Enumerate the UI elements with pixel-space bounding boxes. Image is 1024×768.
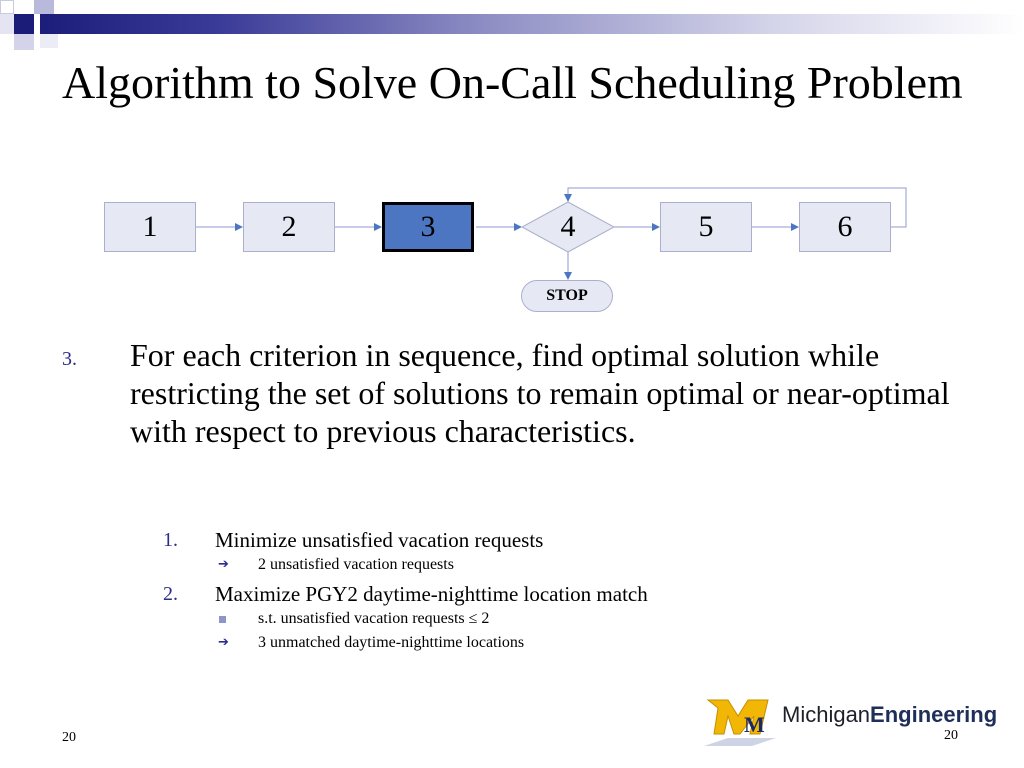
logo-word-bold: Engineering — [870, 702, 998, 727]
block-m-icon — [698, 688, 782, 752]
slide-title: Algorithm to Solve On-Call Scheduling Problem — [62, 57, 963, 108]
arrow-bullet-icon: ➔ — [218, 635, 229, 650]
flow-step-1: 1 — [104, 202, 196, 252]
flow-step-5: 5 — [660, 202, 752, 252]
stop-terminal: STOP — [521, 280, 613, 312]
michigan-engineering-logo — [698, 688, 1024, 752]
sublist-number-2: 2. — [163, 583, 178, 605]
sublist-text-1: Minimize unsatisfied vacation requests — [215, 528, 544, 552]
detail-text-2-2: 3 unmatched daytime-nighttime locations — [258, 634, 525, 651]
logo-mark-letter: M — [744, 712, 765, 737]
flow-step-2: 2 — [243, 202, 335, 252]
flow-step-4-label: 4 — [560, 210, 576, 243]
flow-diagram — [0, 0, 1024, 330]
flow-step-6: 6 — [799, 202, 891, 252]
logo-wordmark — [782, 702, 997, 728]
flow-step-3-active: 3 — [382, 202, 474, 252]
page-number-right: 20 — [944, 728, 958, 743]
sublist-text-2: Maximize PGY2 daytime-nighttime location match — [215, 582, 648, 606]
sublist-number-1: 1. — [163, 529, 178, 551]
page-number-left: 20 — [62, 730, 76, 745]
flow-connectors — [0, 0, 1024, 330]
logo-word-regular: Michigan — [782, 702, 871, 727]
list-item-text: For each criterion in sequence, find optimal solution while restricting the set of solutions to remain optimal or near-optimal with respect to previous characteristics. — [130, 337, 950, 449]
arrow-bullet-icon: ➔ — [218, 557, 229, 572]
detail-text-1-1: 2 unsatisfied vacation requests — [258, 556, 454, 573]
detail-text-2-1: s.t. unsatisfied vacation requests ≤ 2 — [258, 610, 490, 627]
square-bullet-icon — [219, 616, 226, 623]
list-item-number: 3. — [62, 348, 77, 370]
